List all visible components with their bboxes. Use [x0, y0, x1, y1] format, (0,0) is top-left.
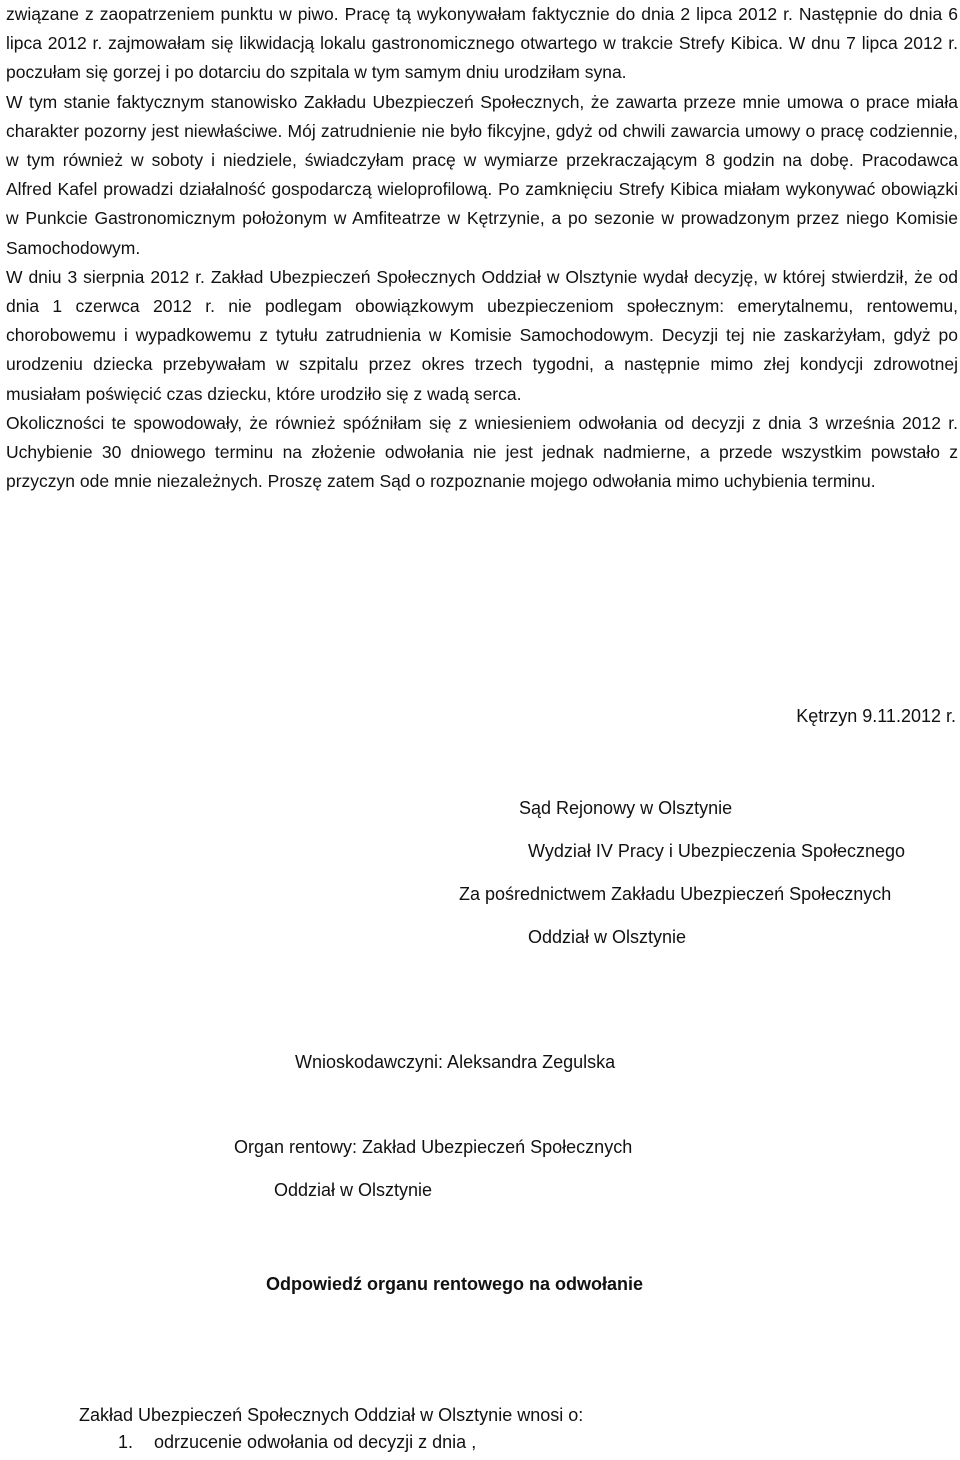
document-title: Odpowiedź organu rentowego na odwołanie: [266, 1274, 644, 1294]
body-paragraph-1: związane z zaopatrzeniem punktu w piwo. Pracę tą wykonywałam faktycznie do dnia 2 lipca 2012 r. Następnie do dnia 6 lipca 2012 r. zajmowałam się likwidacją lokalu gastronomicznego otwartego w trakcie Strefy Kibica. W dnu 7 lipca 2012 r. poczułam się gorzej i po dotarciu do szpitala w tym samym dniu urodziłam syna.: [6, 4, 958, 83]
place-and-date: Kętrzyn 9.11.2012 r.: [796, 706, 956, 726]
addressee-block: [0, 798, 960, 968]
parties-block: [0, 1052, 960, 1222]
list-item-text: odrzucenie odwołania od decyzji z dnia ,: [154, 1432, 477, 1452]
list-item-number: 1.: [118, 1432, 134, 1452]
court-name: Sąd Rejonowy w Olsztynie: [519, 798, 733, 818]
pension-organ: Organ rentowy: Zakład Ubezpieczeń Społecznych: [234, 1137, 633, 1157]
body-paragraph-2: W tym stanie faktycznym stanowisko Zakładu Ubezpieczeń Społecznych, że zawarta przeze mnie umowa o prace miała charakter pozorny jest niewłaściwe. Mój zatrudnienie nie było fikcyjne, gdyż od chwili zawarcia umowy o pracę codziennie, w tym również w soboty i niedziele, świadczyłam pracę w wymiarze przekraczającym 8 godzin na dobę. Pracodawca Alfred Kafel prowadzi działalność gospodarczą wieloprofilową. Po zamknięciu Strefy Kibica miałam wykonywać obowiązki w Punkcie Gastronomicznym położonym w Amfiteatrze w Kętrzynie, a po sezonie w prowadzonym przez niego Komisie Samochodowym.: [6, 91, 958, 258]
institution-branch: Oddział w Olsztynie: [528, 927, 687, 947]
request-intro: Zakład Ubezpieczeń Społecznych Oddział w Olsztynie wnosi o:: [79, 1405, 584, 1425]
pension-organ-branch: Oddział w Olsztynie: [274, 1180, 433, 1200]
court-division: Wydział IV Pracy i Ubezpieczenia Społecznego: [528, 841, 906, 861]
via-institution: Za pośrednictwem Zakładu Ubezpieczeń Społecznych: [459, 884, 892, 904]
request-list: [118, 1432, 476, 1453]
letter-body: [6, 0, 958, 496]
applicant: Wnioskodawczyni: Aleksandra Zegulska: [295, 1052, 616, 1072]
body-paragraph-3: W dniu 3 sierpnia 2012 r. Zakład Ubezpieczeń Społecznych Oddział w Olsztynie wydał decyzję, w której stwierdził, że od dnia 1 czerwca 2012 r. nie podlegam obowiązkowym ubezpieczeniom społecznym: emerytalnemu, rentowemu, chorobowemu i wypadkowemu z tytułu zatrudnienia w Komisie Samochodowym. Decyzji tej nie zaskarżyłam, gdyż po urodzeniu dziecka przebywałam w szpitalu przez okres trzech tygodni, a następnie mimo złej kondycji zdrowotnej musiałam poświęcić czas dziecku, które urodziło się z wadą serca.: [6, 266, 958, 404]
body-paragraph-4: Okoliczności te spowodowały, że również spóźniłam się z wniesieniem odwołania od decyzji z dnia 3 września 2012 r. Uchybienie 30 dniowego terminu na złożenie odwołania nie jest jednak nadmierne, a przede wszystkim powstało z przyczyn ode mnie niezależnych. Proszę zatem Sąd o rozpoznanie mojego odwołania mimo uchybienia terminu.: [6, 412, 958, 492]
list-item: [118, 1432, 476, 1453]
